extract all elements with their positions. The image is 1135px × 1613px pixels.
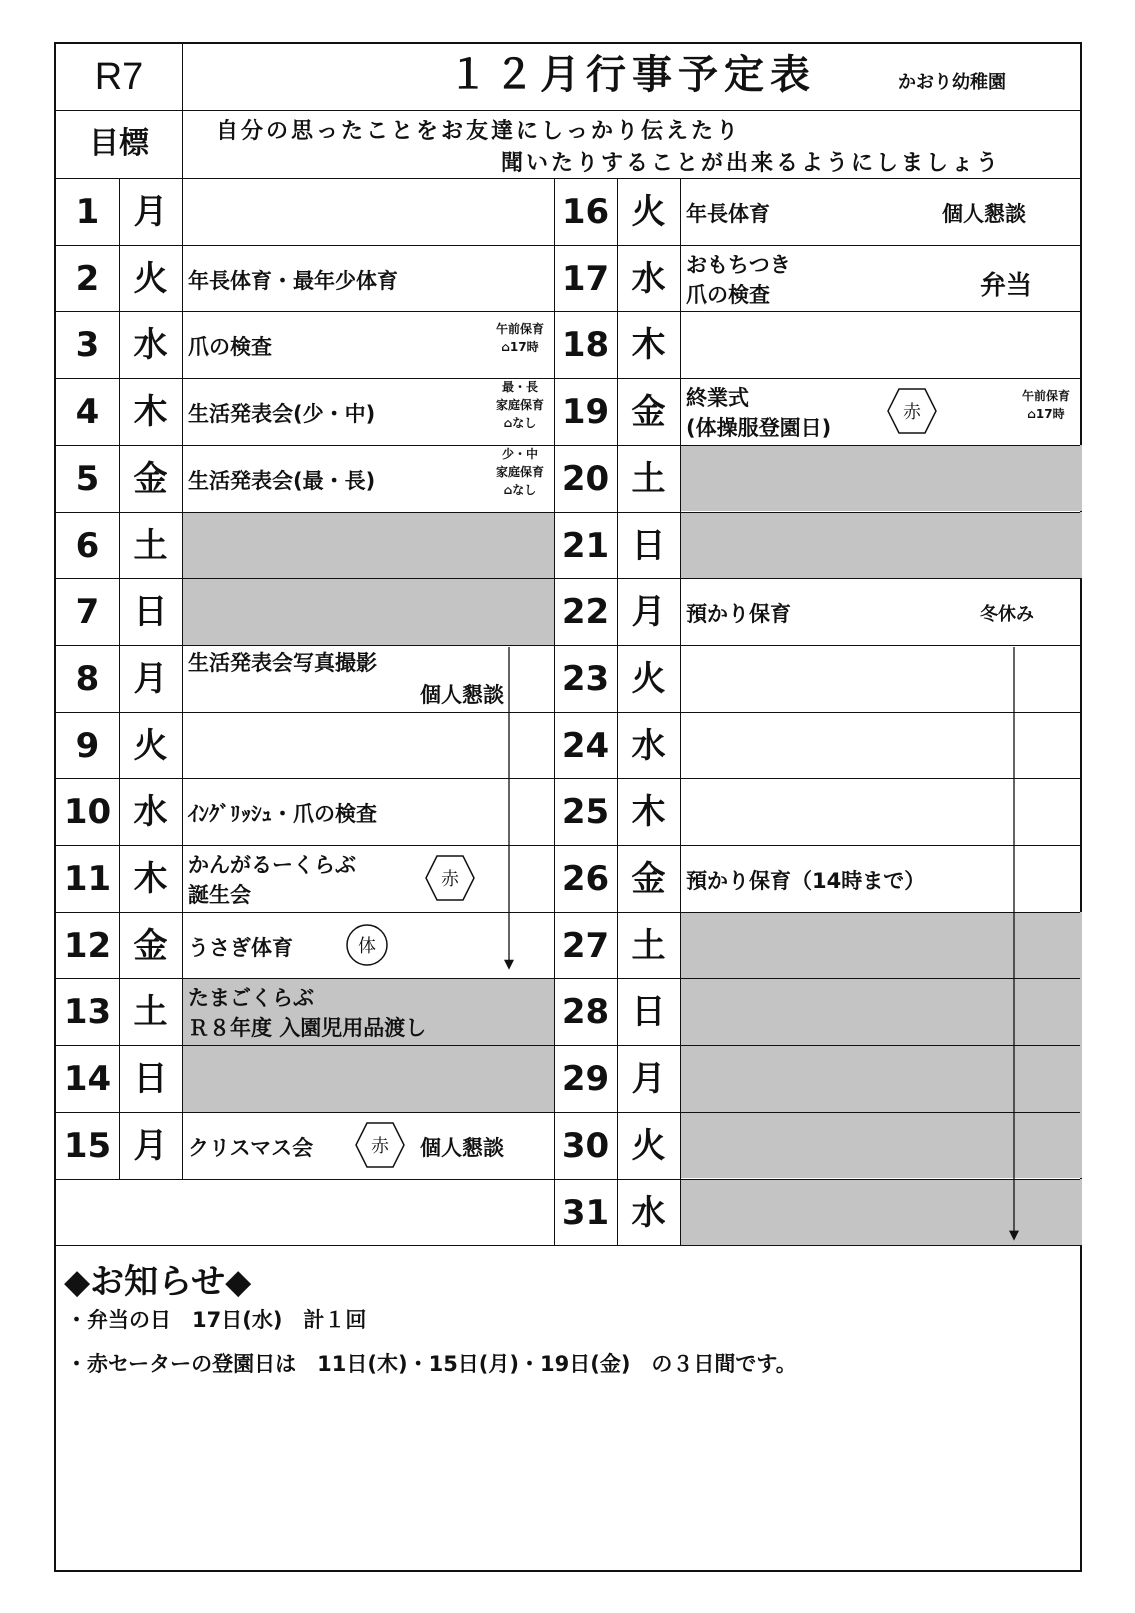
event-text: 爪の検査	[188, 335, 272, 360]
weekday: 水	[133, 792, 168, 833]
event-text: 個人懇談	[420, 1135, 504, 1160]
weekday: 水	[631, 1192, 666, 1233]
day-number: 16	[561, 192, 610, 232]
event-text: 弁当	[980, 270, 1033, 301]
day-number: 27	[561, 925, 610, 966]
day-number: 19	[561, 392, 610, 433]
weekday: 土	[133, 992, 168, 1033]
event-text: 年長体育	[686, 202, 770, 226]
event-text: ｲﾝｸﾞﾘｯｼｭ・爪の検査	[188, 802, 377, 827]
day-number: 1	[75, 192, 100, 232]
day-number: 15	[63, 1125, 112, 1166]
grey-cell	[680, 445, 1082, 512]
event-text: Ｒ８年度 入園児用品渡し	[188, 1016, 427, 1041]
schedule-sheet	[54, 42, 1082, 1572]
notice-title: ◆お知らせ◆	[64, 1262, 252, 1302]
weekday: 水	[631, 258, 666, 299]
event-text: たまごくらぶ	[188, 986, 314, 1011]
weekday: 木	[631, 325, 666, 366]
day-number: 31	[561, 1192, 610, 1233]
day-number: 3	[75, 325, 100, 366]
weekday: 日	[631, 525, 666, 566]
row-divider	[56, 1245, 1080, 1246]
care-note: 最・長	[501, 380, 538, 395]
day-number: 18	[561, 325, 610, 366]
weekday: 土	[631, 925, 666, 966]
weekday: 水	[631, 725, 666, 766]
day-number: 11	[63, 859, 112, 899]
day-number: 29	[561, 1059, 610, 1100]
event-text: 誕生会	[188, 883, 251, 907]
row-divider	[56, 378, 1080, 379]
care-note: ⌂なし	[503, 416, 537, 431]
day-number: 9	[75, 725, 100, 766]
weekday: 月	[631, 1059, 666, 1100]
weekday: 火	[133, 258, 168, 299]
day-number: 24	[561, 725, 610, 766]
day-number: 20	[561, 458, 610, 499]
weekday: 日	[133, 1059, 168, 1100]
day-number: 30	[561, 1125, 610, 1166]
day-number: 23	[561, 658, 610, 699]
column-divider	[119, 178, 120, 1179]
row-divider	[56, 512, 1080, 513]
grey-cell	[182, 578, 554, 645]
event-text: 爪の検査	[686, 282, 770, 307]
weekday: 日	[631, 992, 666, 1033]
day-number: 21	[561, 525, 610, 566]
event-text: おもちつき	[686, 252, 791, 277]
event-text: クリスマス会	[188, 1135, 314, 1160]
day-number: 26	[561, 859, 610, 899]
column-divider	[680, 178, 681, 1245]
event-text: 年長体育・最年少体育	[188, 268, 398, 293]
goal-label: 目標	[89, 126, 149, 161]
care-note: ⌂なし	[503, 482, 537, 497]
svg-text:赤: 赤	[903, 402, 921, 424]
goal-line-2: 聞いたりすることが出来るようにしましょう	[501, 151, 1002, 176]
event-text: 生活発表会(最・長)	[188, 468, 376, 493]
weekday: 月	[631, 592, 666, 633]
event-text: 冬休み	[980, 604, 1034, 626]
weekday: 木	[133, 392, 168, 433]
event-text: (体操服登園日)	[686, 416, 832, 441]
column-divider	[554, 178, 555, 1245]
day-number: 13	[63, 992, 112, 1033]
svg-text:赤: 赤	[441, 869, 459, 890]
svg-text:赤: 赤	[371, 1135, 389, 1157]
notice-line-2: ・赤セーターの登園日は 11日(木)・15日(月)・19日(金) の３日間です。	[66, 1352, 797, 1376]
year-label: R7	[94, 56, 144, 98]
care-note: 家庭保育	[495, 464, 544, 479]
row-divider	[56, 845, 1080, 846]
goal-line-1: 自分の思ったことをお友達にしっかり伝えたり	[216, 119, 742, 144]
event-text: 個人懇談	[420, 682, 504, 707]
grey-cell	[182, 512, 554, 579]
day-number: 2	[75, 258, 100, 299]
weekday: 木	[631, 792, 666, 833]
row-divider	[56, 1112, 1080, 1113]
weekday: 木	[133, 859, 168, 899]
weekday: 水	[133, 325, 168, 366]
event-text: 生活発表会写真撮影	[188, 650, 377, 675]
continuation-arrow-icon	[1006, 647, 1022, 1245]
row-divider	[56, 445, 1080, 446]
day-number: 5	[75, 458, 100, 499]
care-note: 午前保育	[495, 322, 544, 337]
day-number: 12	[63, 925, 112, 966]
care-note: 午前保育	[1021, 389, 1070, 404]
weekday: 土	[133, 525, 168, 566]
event-text: 預かり保育（14時まで）	[686, 869, 926, 893]
school-name: かおり幼稚園	[898, 72, 1006, 93]
weekday: 日	[133, 592, 168, 633]
event-text: かんがるーくらぶ	[188, 853, 356, 877]
red-sweater-badge	[886, 387, 938, 435]
column-divider	[617, 178, 618, 1245]
row-divider	[56, 1045, 1080, 1046]
weekday: 火	[631, 658, 666, 699]
weekday: 月	[133, 192, 168, 232]
row-divider	[56, 578, 1080, 579]
svg-text:体: 体	[358, 935, 376, 957]
weekday: 火	[631, 1125, 666, 1166]
event-text: うさぎ体育	[188, 935, 293, 960]
weekday: 火	[133, 725, 168, 766]
care-note: 少・中	[501, 446, 538, 461]
care-note: 家庭保育	[495, 398, 544, 413]
day-number: 25	[561, 792, 610, 833]
day-number: 17	[561, 258, 610, 299]
event-text: 預かり保育	[686, 602, 791, 627]
pe-circle-badge	[344, 922, 390, 968]
grey-cell	[680, 512, 1082, 579]
weekday: 月	[133, 658, 168, 699]
event-text: 終業式	[686, 386, 749, 411]
weekday: 金	[631, 392, 666, 433]
day-number: 8	[75, 658, 100, 699]
care-note: ⌂17時	[501, 340, 539, 355]
event-text: 生活発表会(少・中)	[188, 402, 376, 427]
day-number: 10	[63, 792, 112, 833]
row-divider	[56, 245, 1080, 246]
grey-cell	[182, 1045, 554, 1112]
row-divider	[56, 712, 1080, 713]
weekday: 土	[631, 458, 666, 499]
notice-line-1: ・弁当の日 17日(水) 計１回	[66, 1308, 367, 1332]
page-title: １２月行事予定表	[448, 52, 816, 98]
weekday: 金	[133, 925, 168, 966]
row-divider	[56, 778, 1080, 779]
red-sweater-badge	[424, 854, 476, 902]
row-divider	[56, 645, 1080, 646]
weekday: 金	[631, 859, 666, 899]
day-number: 4	[75, 392, 100, 433]
weekday: 月	[133, 1125, 168, 1166]
day-number: 6	[75, 525, 100, 566]
weekday: 火	[631, 192, 666, 232]
row-divider	[56, 978, 1080, 979]
day-number: 28	[561, 992, 610, 1033]
red-sweater-badge	[354, 1121, 406, 1169]
row-divider	[56, 912, 1080, 913]
column-divider	[182, 178, 183, 1179]
day-number: 7	[75, 592, 100, 633]
row-divider	[56, 1179, 1080, 1180]
row-divider	[56, 311, 1080, 312]
event-text: 個人懇談	[942, 202, 1026, 226]
day-number: 14	[63, 1059, 112, 1100]
weekday: 金	[133, 458, 168, 499]
continuation-arrow-icon	[501, 647, 517, 974]
care-note: ⌂17時	[1027, 407, 1065, 422]
day-number: 22	[561, 592, 610, 633]
